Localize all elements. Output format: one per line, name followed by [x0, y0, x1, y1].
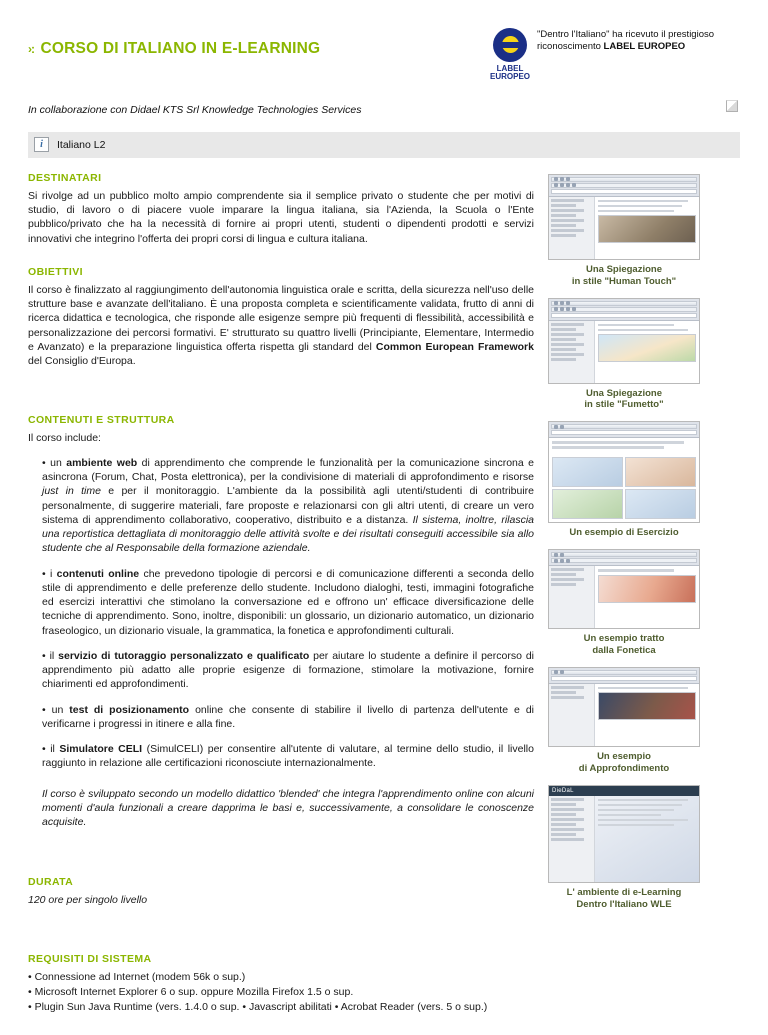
cartoon-illustration: [598, 334, 696, 362]
section-body-destinatari: Si rivolge ad un pubblico molto ampio comprendente sia il semplice privato o studente che per motivi di studio, di lavoro o di piacere vuole imparare la lingua italiana, sia l'Azienda, la Scuola o l'Ente pubblico/privato che ha la necessità di fornire ai propri utenti, studenti o dipendenti prodotti e servizi innovativi che integrino l'offerta dei propri corsi di lingua e cultura italiana.: [28, 189, 534, 245]
spacer: [28, 927, 534, 953]
item4-bold: Simulatore CELI: [59, 743, 143, 756]
browser-chrome: [549, 299, 699, 321]
main-content: [28, 172, 534, 1035]
requisiti-line: • Plugin Sun Java Runtime (vers. 1.4.0 o sup. • Javascript abilitati • Acrobat Reader (vers. 5 o sup.): [28, 1001, 488, 1014]
caption-line-1: Un esempio di Esercizio: [569, 527, 679, 539]
label-description-bold: LABEL EUROPEO: [603, 41, 686, 53]
caption-line-1: Una Spiegazione: [585, 263, 662, 275]
thumbnail-caption: [548, 527, 700, 539]
page-content: [549, 796, 699, 882]
exercise-cell: [552, 457, 623, 487]
section-destinatari: [28, 172, 534, 246]
content-sidebar: [549, 684, 595, 746]
obiettivi-part2: del Consiglio d'Europa.: [28, 355, 136, 368]
caption-line-2: in stile "Human Touch": [571, 275, 677, 287]
lesson-photo: [598, 215, 696, 243]
section-body-obiettivi: [28, 283, 534, 369]
list-item: [42, 742, 534, 771]
section-heading-durata: DURATA: [28, 875, 74, 888]
menubar-row: [551, 307, 697, 312]
contenuti-note: Il corso è sviluppato secondo un modello didattico 'blended' che integra l'apprendimento online con alcuni momenti d'aula funzionali a creare dapprima le basi e, successivamente, a consolidare le conoscenze acquisite.: [42, 787, 534, 829]
caption-line-1: L' ambiente di e-Learning: [566, 886, 682, 898]
urlbar-row: [551, 676, 697, 681]
item2-lead: • il: [42, 649, 59, 662]
exercise-cell: [625, 457, 696, 487]
content-main: [595, 197, 699, 259]
browser-chrome: [549, 422, 699, 438]
titlebar-row: [551, 670, 697, 675]
thumbnail-caption: [548, 264, 700, 288]
menubar-row: [551, 183, 697, 188]
screenshot-gallery: [548, 172, 700, 1035]
section-durata: [28, 876, 534, 907]
urlbar-row: [551, 189, 697, 194]
phonetics-diagram: [598, 575, 696, 603]
browser-chrome: [549, 175, 699, 197]
document-header: [28, 26, 740, 82]
section-heading-obiettivi: OBIETTIVI: [28, 265, 83, 278]
gallery-item-human-touch: [548, 174, 700, 288]
thumbnail-fonetica[interactable]: [548, 549, 700, 629]
title-block: [28, 26, 320, 58]
obiettivi-part1: Il corso è finalizzato al raggiungimento dell'autonomia linguistica orale e scritta, della sicurezza nell'uso delle strutture base e avanzate dell'italiano. È una proposta completa e scientificamente validata, frutto di anni di ricerca didattica e tecnologica, che risponde alle esigenze sempre più frequenti di flessibilità, accessibilità e personalizzazione dei percorsi formativi. E' strutturato su quattro livelli (Principiante, Elementare, Intermedio e Avanzato) e la preparazione linguistica offerta rispetta gli standard del: [28, 283, 534, 353]
exercise-cell: [552, 489, 623, 519]
gallery-item-esercizio: [548, 421, 700, 539]
titlebar-row: [551, 177, 697, 182]
thumbnail-caption: [548, 388, 700, 412]
page-content: [549, 197, 699, 259]
gallery-item-wle: [548, 785, 700, 911]
content-sidebar: [549, 321, 595, 383]
item4-text-a: (SimulCELI) per consentire all'utente di valutare, al termine dello studio, il livello raggiunto in relazione alle certificazioni riconosciute internazionalmente.: [42, 743, 534, 770]
wle-brand-bar: DieDaL: [549, 786, 699, 796]
page-title: [28, 40, 320, 58]
section-contenuti: [28, 414, 534, 829]
browser-chrome: [549, 668, 699, 684]
caption-line-1: Un esempio: [597, 750, 651, 762]
list-item: [42, 567, 534, 638]
thumbnail-wle[interactable]: [548, 785, 700, 883]
exercise-cell: [625, 489, 696, 519]
page-corner-icon: [726, 100, 738, 112]
menubar-row: [551, 558, 697, 563]
urlbar-row: [551, 313, 697, 318]
contenuti-list: [28, 456, 534, 771]
requisiti-line: • Microsoft Internet Explorer 6 o sup. oppure Mozilla Firefox 1.5 o sup.: [28, 986, 354, 999]
gallery-item-fonetica: [548, 549, 700, 657]
obiettivi-bold: Common European Framework: [375, 340, 534, 353]
thumbnail-esercizio[interactable]: [548, 421, 700, 523]
spacer: [28, 388, 534, 414]
label-description-text: "Dentro l'Italiano" ha ricevuto il prestigioso riconoscimento: [537, 29, 715, 53]
urlbar-row: [551, 430, 697, 435]
content-main: [595, 684, 699, 746]
cultural-image: [598, 692, 696, 720]
caption-line-1: Una Spiegazione: [585, 387, 662, 399]
label-logo-line2: EUROPEO: [490, 72, 531, 82]
section-heading-requisiti: REQUISITI DI SISTEMA: [28, 952, 152, 965]
caption-line-2: in stile "Fumetto": [584, 399, 664, 411]
caption-line-2: Dentro l'Italiano WLE: [576, 898, 672, 910]
content-sidebar: [549, 796, 595, 882]
durata-body: 120 ore per singolo livello: [28, 893, 148, 906]
item0-text-b: e per il monitoraggio. L'ambiente da la possibilità agli utenti/studenti di contribuire personalmente, di suggerire materiali, fare proposte e relazionarsi con gli altri utenti, di creare un vero sistema di apprendimento collaborativo, cooperativo, distribuito e a distanza.: [42, 485, 534, 526]
spacer: [28, 850, 534, 876]
item0-lead: • un: [42, 456, 67, 469]
thumbnail-caption: [548, 887, 700, 911]
titlebar-row: [551, 552, 697, 557]
subject-bar: [28, 132, 740, 158]
caption-line-2: di Approfondimento: [578, 762, 670, 774]
section-requisiti: [28, 953, 534, 1015]
titlebar-row: [551, 424, 697, 429]
item1-bold: contenuti online: [56, 567, 140, 580]
page-content: [549, 684, 699, 746]
item1-text-a: che prevedono tipologie di percorsi e di comunicazione differenti a seconda dello stile di apprendimento e delle preferenze dello studente. Includono dialoghi, testi, immagini fotografiche ed esercizi interattivi che stimolano la conversazione ed e offrono un' efficace diversificazione delle tecniche di apprendimento. Sono, inoltre, disponibili: un glossario, un dizionario automatico, un dizionario fraseologico, un dizionario visuale, la grammatica, la fonetica e approfondimenti culturali.: [42, 567, 535, 637]
subject-label: Italiano L2: [57, 138, 106, 151]
label-logo-text: [490, 65, 530, 82]
list-item: [42, 456, 534, 556]
content-sidebar: [549, 566, 595, 628]
course-title-text: CORSO DI ITALIANO IN E-LEARNING: [40, 40, 321, 57]
european-label-logo: [490, 28, 530, 82]
caption-line-1: Un esempio tratto: [583, 633, 665, 645]
item4-lead: • il: [42, 743, 60, 756]
info-icon: i: [34, 137, 49, 152]
title-bullet-icon: ›:: [28, 42, 34, 56]
item0-text-a: di apprendimento che comprende le funzionalità per la comunicazione sincrona e asincrona (Forum, Chat, Posta elettronica), per la condivisione di materiali di approfondimento e risorse: [42, 456, 534, 483]
item3-bold: test di posizionamento: [69, 703, 190, 716]
item2-bold: servizio di tutoraggio personalizzato e qualificato: [58, 649, 310, 662]
thumbnail-fumetto[interactable]: [548, 298, 700, 384]
eu-flag-icon: [493, 28, 527, 62]
content-sidebar: [549, 197, 595, 259]
thumbnail-caption: [548, 751, 700, 775]
content-main: [595, 566, 699, 628]
label-description: [537, 28, 740, 53]
label-logo-line1: LABEL: [496, 64, 524, 73]
item2-text-a: per aiutare lo studente a definire il percorso di apprendimento più adatto alle proprie esigenze di formazione, stimolare la motivazione, fornire chiarimenti ed approfondimenti.: [42, 649, 534, 691]
caption-line-2: dalla Fonetica: [592, 645, 656, 657]
content-main: [595, 321, 699, 383]
european-label-block: [490, 26, 740, 82]
page-content: [549, 566, 699, 628]
item3-text-a: online che consente di stabilire il livello di partenza dell'utente e di verificarne i progressi in itinere e alla fine.: [42, 703, 534, 730]
gallery-item-approfondimento: [548, 667, 700, 775]
exercise-header: [549, 438, 699, 454]
gallery-item-fumetto: [548, 298, 700, 412]
requisiti-line: • Connessione ad Internet (modem 56k o sup.): [28, 970, 246, 983]
list-item: [42, 649, 534, 692]
thumbnail-caption: [548, 633, 700, 657]
item0-italic-b: Il sistema, inoltre, rilascia una reportistica dettagliata di monitoraggio delle attività svolte e dei risultati conseguiti accessibile sia allo studente che al Responsabile della formazione aziendale.: [42, 513, 534, 555]
body-columns: [28, 172, 740, 1035]
section-heading-contenuti: CONTENUTI E STRUTTURA: [28, 414, 175, 427]
section-obiettivi: [28, 266, 534, 369]
exercise-grid: [549, 454, 699, 522]
item0-italic-a: just in time: [42, 485, 101, 498]
list-item: [42, 703, 534, 732]
thumbnail-approfondimento[interactable]: [548, 667, 700, 747]
item3-lead: • un: [42, 703, 70, 716]
titlebar-row: [551, 301, 697, 306]
contenuti-intro: Il corso include:: [28, 432, 101, 445]
collaboration-line: In collaborazione con Didael KTS Srl Knowledge Technologies Services: [28, 103, 362, 116]
content-main: [595, 796, 699, 882]
browser-chrome: [549, 550, 699, 566]
item1-lead: • i: [42, 567, 57, 580]
page-content: [549, 321, 699, 383]
thumbnail-human-touch[interactable]: [548, 174, 700, 260]
section-heading-destinatari: DESTINATARI: [28, 171, 102, 184]
item0-bold: ambiente web: [66, 456, 138, 469]
